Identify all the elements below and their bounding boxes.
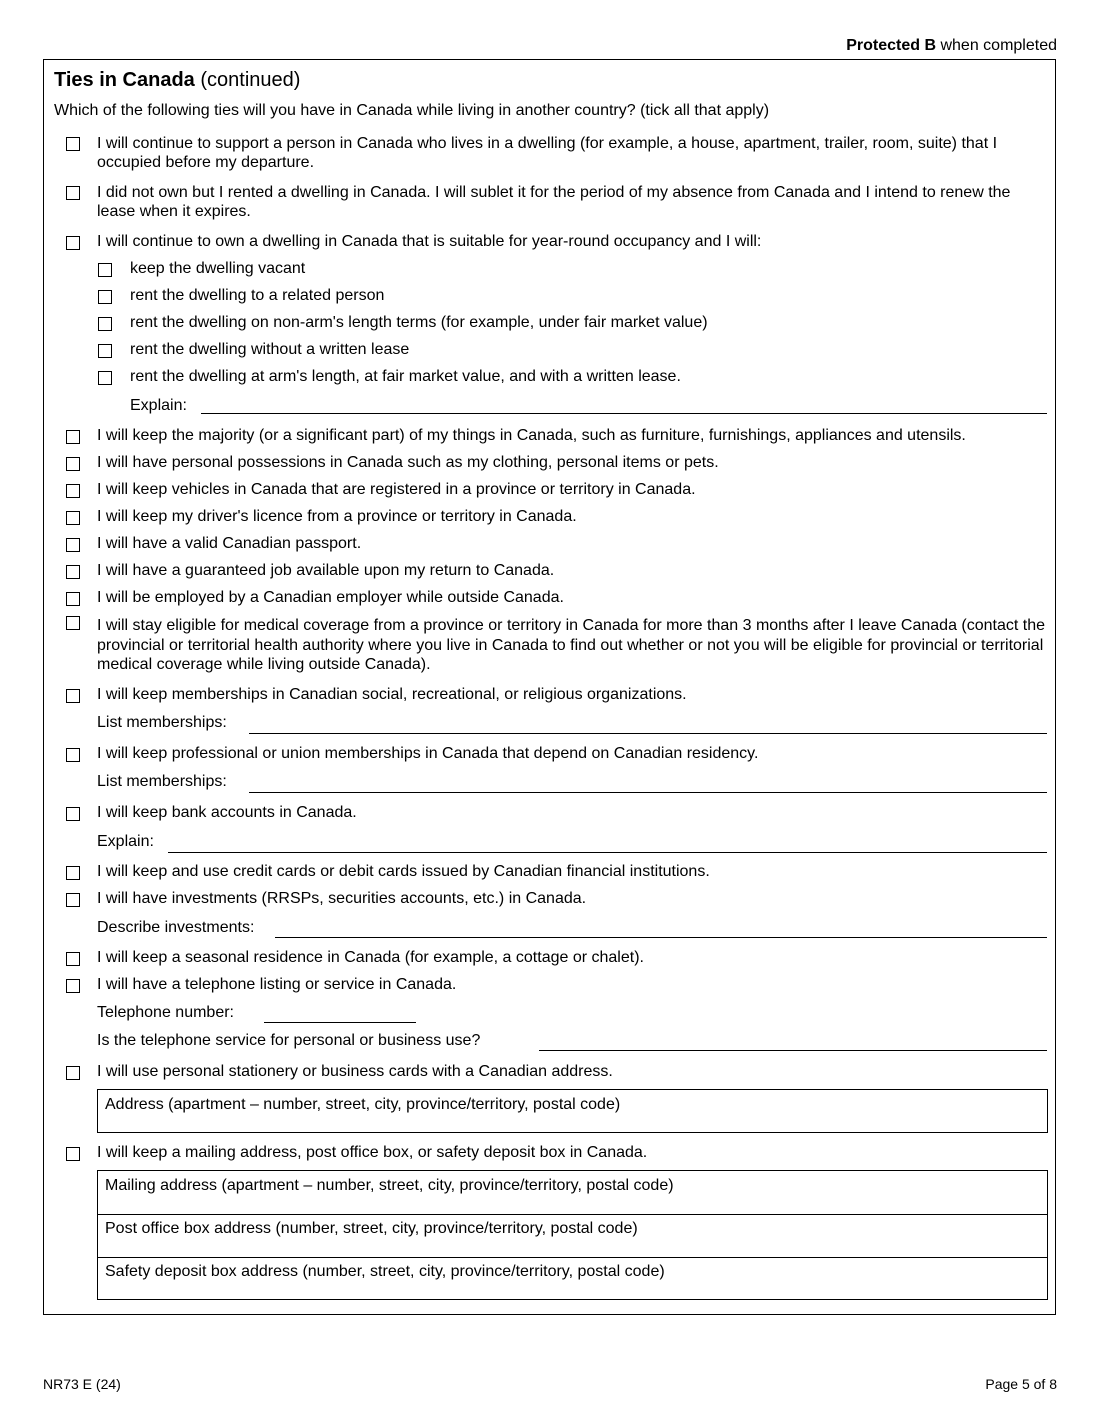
union-memberships-label: I will keep professional or union memberships in Canada that depend on Canadian residency. <box>97 745 759 762</box>
mailing-address-checkbox[interactable] <box>66 1147 80 1161</box>
investments-checkbox[interactable] <box>66 893 80 907</box>
bank-explain-label: Explain: <box>97 833 154 850</box>
rent-no-lease-label: rent the dwelling without a written lease <box>130 341 410 358</box>
rent-non-arms-length-label: rent the dwelling on non-arm's length terms (for example, under fair market value) <box>130 314 708 331</box>
medical-label: I will stay eligible for medical coverage from a province or territory in Canada for more than 3 months after I leave Canada (contact the provincial or territorial health authority where you live in Canada to find out whether or not you will be eligible for provincial or territorial medical coverage while living outside Canada). <box>97 617 1046 673</box>
stationery-address-label: Address (apartment – number, street, city, province/territory, postal code) <box>105 1096 621 1113</box>
bank-explain-field[interactable] <box>168 852 1047 853</box>
stationery-checkbox[interactable] <box>66 1066 80 1080</box>
own-dwelling-label: I will continue to own a dwelling in Canada that is suitable for year-round occupancy and I will: <box>97 233 762 250</box>
investments-describe-label: Describe investments: <box>97 919 255 936</box>
own-explain-field[interactable] <box>201 413 1047 414</box>
safety-deposit-box-label: Safety deposit box address (number, street, city, province/territory, postal code) <box>105 1263 665 1280</box>
rent-related-checkbox[interactable] <box>98 290 112 304</box>
telephone-use-field[interactable] <box>539 1050 1047 1051</box>
possessions-label: I will have personal possessions in Canada such as my clothing, personal items or pets. <box>97 454 719 471</box>
rented-dwelling-checkbox[interactable] <box>66 186 80 200</box>
own-dwelling-checkbox[interactable] <box>66 236 80 250</box>
rent-arms-length-checkbox[interactable] <box>98 371 112 385</box>
telephone-checkbox[interactable] <box>66 979 80 993</box>
po-box-label: Post office box address (number, street, city, province/territory, postal code) <box>105 1220 638 1237</box>
support-person-checkbox[interactable] <box>66 137 80 151</box>
credit-cards-checkbox[interactable] <box>66 866 80 880</box>
vehicles-checkbox[interactable] <box>66 484 80 498</box>
telephone-use-label: Is the telephone service for personal or business use? <box>97 1032 481 1049</box>
licence-label: I will keep my driver's licence from a province or territory in Canada. <box>97 508 577 525</box>
social-list-field[interactable] <box>249 733 1047 734</box>
rented-dwelling-label: I did not own but I rented a dwelling in Canada. I will sublet it for the period of my absence from Canada and I intend to renew the lease when it expires. <box>97 184 1011 220</box>
safety-deposit-box-field[interactable] <box>98 1257 1047 1300</box>
possessions-checkbox[interactable] <box>66 457 80 471</box>
passport-checkbox[interactable] <box>66 538 80 552</box>
bank-accounts-checkbox[interactable] <box>66 807 80 821</box>
telephone-number-field[interactable] <box>264 1022 416 1023</box>
union-list-label: List memberships: <box>97 773 227 790</box>
ties-in-canada-section <box>43 59 1056 1315</box>
section-title: Ties in Canada (continued) <box>54 69 301 91</box>
employer-label: I will be employed by a Canadian employer while outside Canada. <box>97 589 564 606</box>
things-checkbox[interactable] <box>66 430 80 444</box>
rent-no-lease-checkbox[interactable] <box>98 344 112 358</box>
passport-label: I will have a valid Canadian passport. <box>97 535 362 552</box>
stationery-address-field[interactable] <box>97 1089 1048 1133</box>
rent-non-arms-length-checkbox[interactable] <box>98 317 112 331</box>
seasonal-residence-label: I will keep a seasonal residence in Canada (for example, a cottage or chalet). <box>97 949 644 966</box>
credit-cards-label: I will keep and use credit cards or debit cards issued by Canadian financial institutions. <box>97 863 710 880</box>
mailing-address-label-text: I will keep a mailing address, post office box, or safety deposit box in Canada. <box>97 1144 648 1161</box>
medical-checkbox[interactable] <box>66 616 80 630</box>
mailing-address-group <box>97 1170 1048 1300</box>
social-memberships-checkbox[interactable] <box>66 689 80 703</box>
telephone-label: I will have a telephone listing or service in Canada. <box>97 976 457 993</box>
union-memberships-checkbox[interactable] <box>66 748 80 762</box>
employer-checkbox[interactable] <box>66 592 80 606</box>
telephone-number-label: Telephone number: <box>97 1004 234 1021</box>
investments-describe-field[interactable] <box>275 937 1047 938</box>
mailing-address-field[interactable] <box>98 1171 1047 1214</box>
protected-notice: Protected B when completed <box>846 37 1057 54</box>
bank-accounts-label: I will keep bank accounts in Canada. <box>97 804 357 821</box>
section-question: Which of the following ties will you have in Canada while living in another country? (tick all that apply) <box>54 102 770 119</box>
page-number: Page 5 of 8 <box>985 1376 1057 1392</box>
mailing-address-field-label: Mailing address (apartment – number, street, city, province/territory, postal code) <box>105 1177 674 1194</box>
rent-arms-length-label: rent the dwelling at arm's length, at fair market value, and with a written lease. <box>130 368 681 385</box>
union-list-field[interactable] <box>249 792 1047 793</box>
rent-related-label: rent the dwelling to a related person <box>130 287 385 304</box>
social-list-label: List memberships: <box>97 714 227 731</box>
vehicles-label: I will keep vehicles in Canada that are registered in a province or territory in Canada. <box>97 481 696 498</box>
keep-vacant-label: keep the dwelling vacant <box>130 260 306 277</box>
job-label: I will have a guaranteed job available upon my return to Canada. <box>97 562 555 579</box>
social-memberships-label: I will keep memberships in Canadian social, recreational, or religious organizations. <box>97 686 687 703</box>
form-identifier: NR73 E (24) <box>43 1376 121 1392</box>
po-box-field[interactable] <box>98 1214 1047 1257</box>
job-checkbox[interactable] <box>66 565 80 579</box>
own-explain-label: Explain: <box>130 397 187 414</box>
seasonal-residence-checkbox[interactable] <box>66 952 80 966</box>
investments-label: I will have investments (RRSPs, securities accounts, etc.) in Canada. <box>97 890 587 907</box>
things-label: I will keep the majority (or a significant part) of my things in Canada, such as furniture, furnishings, appliances and utensils. <box>97 427 966 444</box>
stationery-label: I will use personal stationery or business cards with a Canadian address. <box>97 1063 613 1080</box>
keep-vacant-checkbox[interactable] <box>98 263 112 277</box>
support-person-label: I will continue to support a person in Canada who lives in a dwelling (for example, a house, apartment, trailer, room, suite) that I occupied before my departure. <box>97 135 998 171</box>
licence-checkbox[interactable] <box>66 511 80 525</box>
